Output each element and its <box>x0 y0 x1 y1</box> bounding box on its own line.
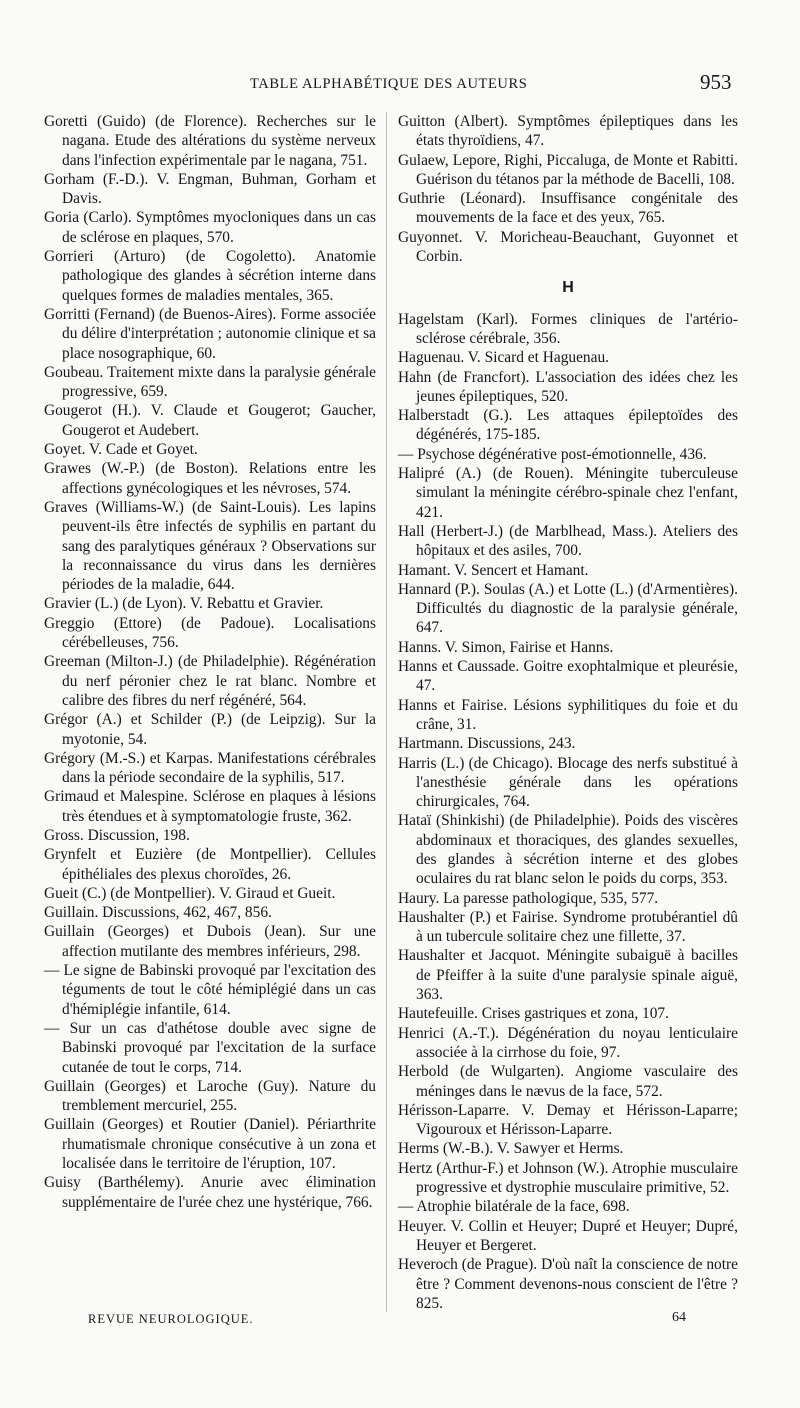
index-entry: Gueit (C.) (de Montpellier). V. Giraud et Gueit. <box>44 884 336 902</box>
index-entry: Haury. La paresse pathologique, 535, 577. <box>398 889 659 907</box>
index-entry: Goretti (Guido) (de Florence). Recherches sur le nagana. Etude des altérations du système nerveux dans l'infection expérimentale par le nagana, 751. <box>44 113 376 169</box>
signature-mark: 64 <box>672 1310 686 1325</box>
index-entry: Haushalter et Jacquot. Méningite subaiguë à bacilles de Pfeiffer à la suite d'une paralysie spinale aiguë, 363. <box>398 947 738 1004</box>
column-divider <box>386 112 387 1312</box>
index-entry: Goyet. V. Cade et Goyet. <box>44 441 198 459</box>
index-entry: Grégory (M.-S.) et Karpas. Manifestations cérébrales dans la période secondaire de la syphilis, 517. <box>44 749 376 787</box>
right-column <box>398 112 738 1313</box>
index-entry: Haushalter (P.) et Fairise. Syndrome protubérantiel dû à un tubercule solitaire chez une fillette, 37. <box>398 908 738 946</box>
index-entry: — Sur un cas d'athétose double avec signe de Babinski provoqué par l'excitation de la surface cutanée de tout le corps, 714. <box>44 1019 376 1076</box>
index-entry: Gorritti (Fernand) (de Buenos-Aires). Forme associée du délire d'interprétation ; autonomie clinique et sa place nosographique, 60. <box>44 305 376 362</box>
index-entry: Greggio (Ettore) (de Padoue). Localisations cérébelleuses, 756. <box>44 614 376 652</box>
index-entry: Goria (Carlo). Symptômes myocloniques dans un cas de sclérose en plaques, 570. <box>44 209 376 246</box>
index-entry: Hall (Herbert-J.) (de Marblhead, Mass.). Ateliers des hôpitaux et des asiles, 700. <box>398 522 738 560</box>
index-entry: Greeman (Milton-J.) (de Philadelphie). Régénération du nerf péronier chez le rat blanc. Nombre et calibre des fibres du nerf régénéré, 564. <box>44 653 376 709</box>
index-entry: Hanns et Fairise. Lésions syphilitiques du foie et du crâne, 31. <box>398 696 738 733</box>
page-header <box>0 70 800 100</box>
index-entry: Halberstadt (G.). Les attaques épileptoïdes des dégénérés, 175-185. <box>398 407 738 444</box>
index-entry: Herms (W.-B.). V. Sawyer et Herms. <box>398 1140 624 1158</box>
index-entry: Grimaud et Malespine. Sclérose en plaques à lésions très étendues et à symptomatologie fruste, 362. <box>44 788 376 825</box>
index-entry: Guisy (Barthélemy). Anurie avec élimination supplémentaire de l'urée chez une hystérique, 766. <box>44 1174 376 1211</box>
index-entry: Gorrieri (Arturo) (de Cogoletto). Anatomie pathologique des glandes à sécrétion interne dans quelques formes de maladies mentales, 365. <box>44 248 376 304</box>
index-entry: Hataï (Shinkishi) (de Philadelphie). Poids des viscères abdominaux et thoraciques, des glandes sexuelles, des glandes à sécrétion interne et des globes oculaires du rat blanc selon le poids du corps, 353. <box>398 812 738 888</box>
index-entry: Hautefeuille. Crises gastriques et zona, 107. <box>398 1005 669 1023</box>
index-entry: Gorham (F.-D.). V. Engman, Buhman, Gorham et Davis. <box>44 170 376 208</box>
index-entry: Herbold (de Wulgarten). Angiome vasculaire des méninges dans le nævus de la face, 572. <box>398 1063 738 1100</box>
index-entry: Grawes (W.-P.) (de Boston). Relations entre les affections gynécologiques et les névroses, 574. <box>44 460 376 497</box>
index-entry: Gravier (L.) (de Lyon). V. Rebattu et Gravier. <box>44 595 324 613</box>
index-entry: Grynfelt et Euzière (de Montpellier). Cellules épithéliales des plexus choroïdes, 26. <box>44 846 376 883</box>
index-entry: Heuyer. V. Collin et Heuyer; Dupré et Heuyer; Dupré, Heuyer et Bergeret. <box>398 1217 738 1254</box>
section-letter: H <box>562 279 574 297</box>
index-entry: Heveroch (de Prague). D'où naît la conscience de notre être ? Comment devenons-nous conscient de l'être ? 825. <box>398 1256 738 1312</box>
index-entry: Hagelstam (Karl). Formes cliniques de l'artério-sclérose cérébrale, 356. <box>398 310 738 347</box>
index-entry: Gulaew, Lepore, Righi, Piccaluga, de Monte et Rabitti. Guérison du tétanos par la méthode de Bacelli, 108. <box>398 151 738 188</box>
index-entry: Hamant. V. Sencert et Hamant. <box>398 561 589 579</box>
index-entry: Hanns et Caussade. Goitre exophtalmique et pleurésie, 47. <box>398 658 738 695</box>
index-entry: Guthrie (Léonard). Insuffisance congénitale des mouvements de la face et des yeux, 765. <box>398 190 738 227</box>
index-entry: Halipré (A.) (de Rouen). Méningite tuberculeuse simulant la méningite cérébro-spinale chez l'enfant, 421. <box>398 465 738 521</box>
index-entry: — Atrophie bilatérale de la face, 698. <box>398 1198 630 1216</box>
page-number: 953 <box>700 70 732 94</box>
index-entry: — Psychose dégénérative post-émotionnelle, 436. <box>398 445 707 463</box>
index-entry: Graves (Williams-W.) (de Saint-Louis). Les lapins peuvent-ils être infectés de syphilis en partant du sang des paralytiques généraux ? Observations sur la reconnaissance du virus dans les dernières périodes de la maladie, 644. <box>44 498 376 594</box>
index-entry: Guillain (Georges) et Laroche (Guy). Nature du tremblement mercuriel, 255. <box>44 1077 376 1115</box>
index-entry: Guitton (Albert). Symptômes épileptiques dans les états thyroïdiens, 47. <box>398 113 738 150</box>
index-entry: Goubeau. Traitement mixte dans la paralysie générale progressive, 659. <box>44 363 376 401</box>
index-entry: Gross. Discussion, 198. <box>44 826 190 844</box>
left-column <box>44 112 376 1212</box>
index-entry: Hahn (de Francfort). L'association des idées chez les jeunes épileptiques, 520. <box>398 368 738 405</box>
journal-name: REVUE NEUROLOGIQUE. <box>88 1312 254 1326</box>
index-entry: Hannard (P.). Soulas (A.) et Lotte (L.) (d'Armentières). Difficultés du diagnostic de la paralysie générale, 647. <box>398 580 738 637</box>
index-entry: Guyonnet. V. Moricheau-Beauchant, Guyonnet et Corbin. <box>398 228 738 266</box>
index-entry: Guillain. Discussions, 462, 467, 856. <box>44 904 272 922</box>
index-entry: Gougerot (H.). V. Claude et Gougerot; Gaucher, Gougerot et Audebert. <box>44 402 376 439</box>
index-entry: Henrici (A.-T.). Dégénération du noyau lenticulaire associée à la cirrhose du foie, 97. <box>398 1024 738 1061</box>
index-entry: Guillain (Georges) et Routier (Daniel). Périarthrite rhumatismale chronique consécutive à un zona et localisée dans le territoire de l'éruption, 107. <box>44 1116 376 1173</box>
index-entry: Harris (L.) (de Chicago). Blocage des nerfs substitué à l'anesthésie générale dans les opérations chirurgicales, 764. <box>398 754 738 811</box>
index-entry: — Le signe de Babinski provoqué par l'excitation des téguments de tout le côté hémiplégié dans un cas d'hémiplégie infantile, 614. <box>44 962 376 1018</box>
index-entry: Hérisson-Laparre. V. Demay et Hérisson-Laparre; Vigouroux et Hérisson-Laparre. <box>398 1101 738 1139</box>
index-entry: Guillain (Georges) et Dubois (Jean). Sur une affection mutilante des membres inférieurs, 298. <box>44 923 376 960</box>
index-entry: Grégor (A.) et Schilder (P.) (de Leipzig). Sur la myotonie, 54. <box>44 711 376 748</box>
index-entry: Haguenau. V. Sicard et Haguenau. <box>398 349 609 367</box>
index-entry: Hertz (Arthur-F.) et Johnson (W.). Atrophie musculaire progressive et dystrophie musculaire primitive, 52. <box>398 1159 738 1197</box>
index-entry: Hanns. V. Simon, Fairise et Hanns. <box>398 638 614 656</box>
page-footer <box>0 1312 800 1336</box>
index-entry: Hartmann. Discussions, 243. <box>398 735 576 753</box>
running-title: TABLE ALPHABÉTIQUE DES AUTEURS <box>250 76 528 92</box>
